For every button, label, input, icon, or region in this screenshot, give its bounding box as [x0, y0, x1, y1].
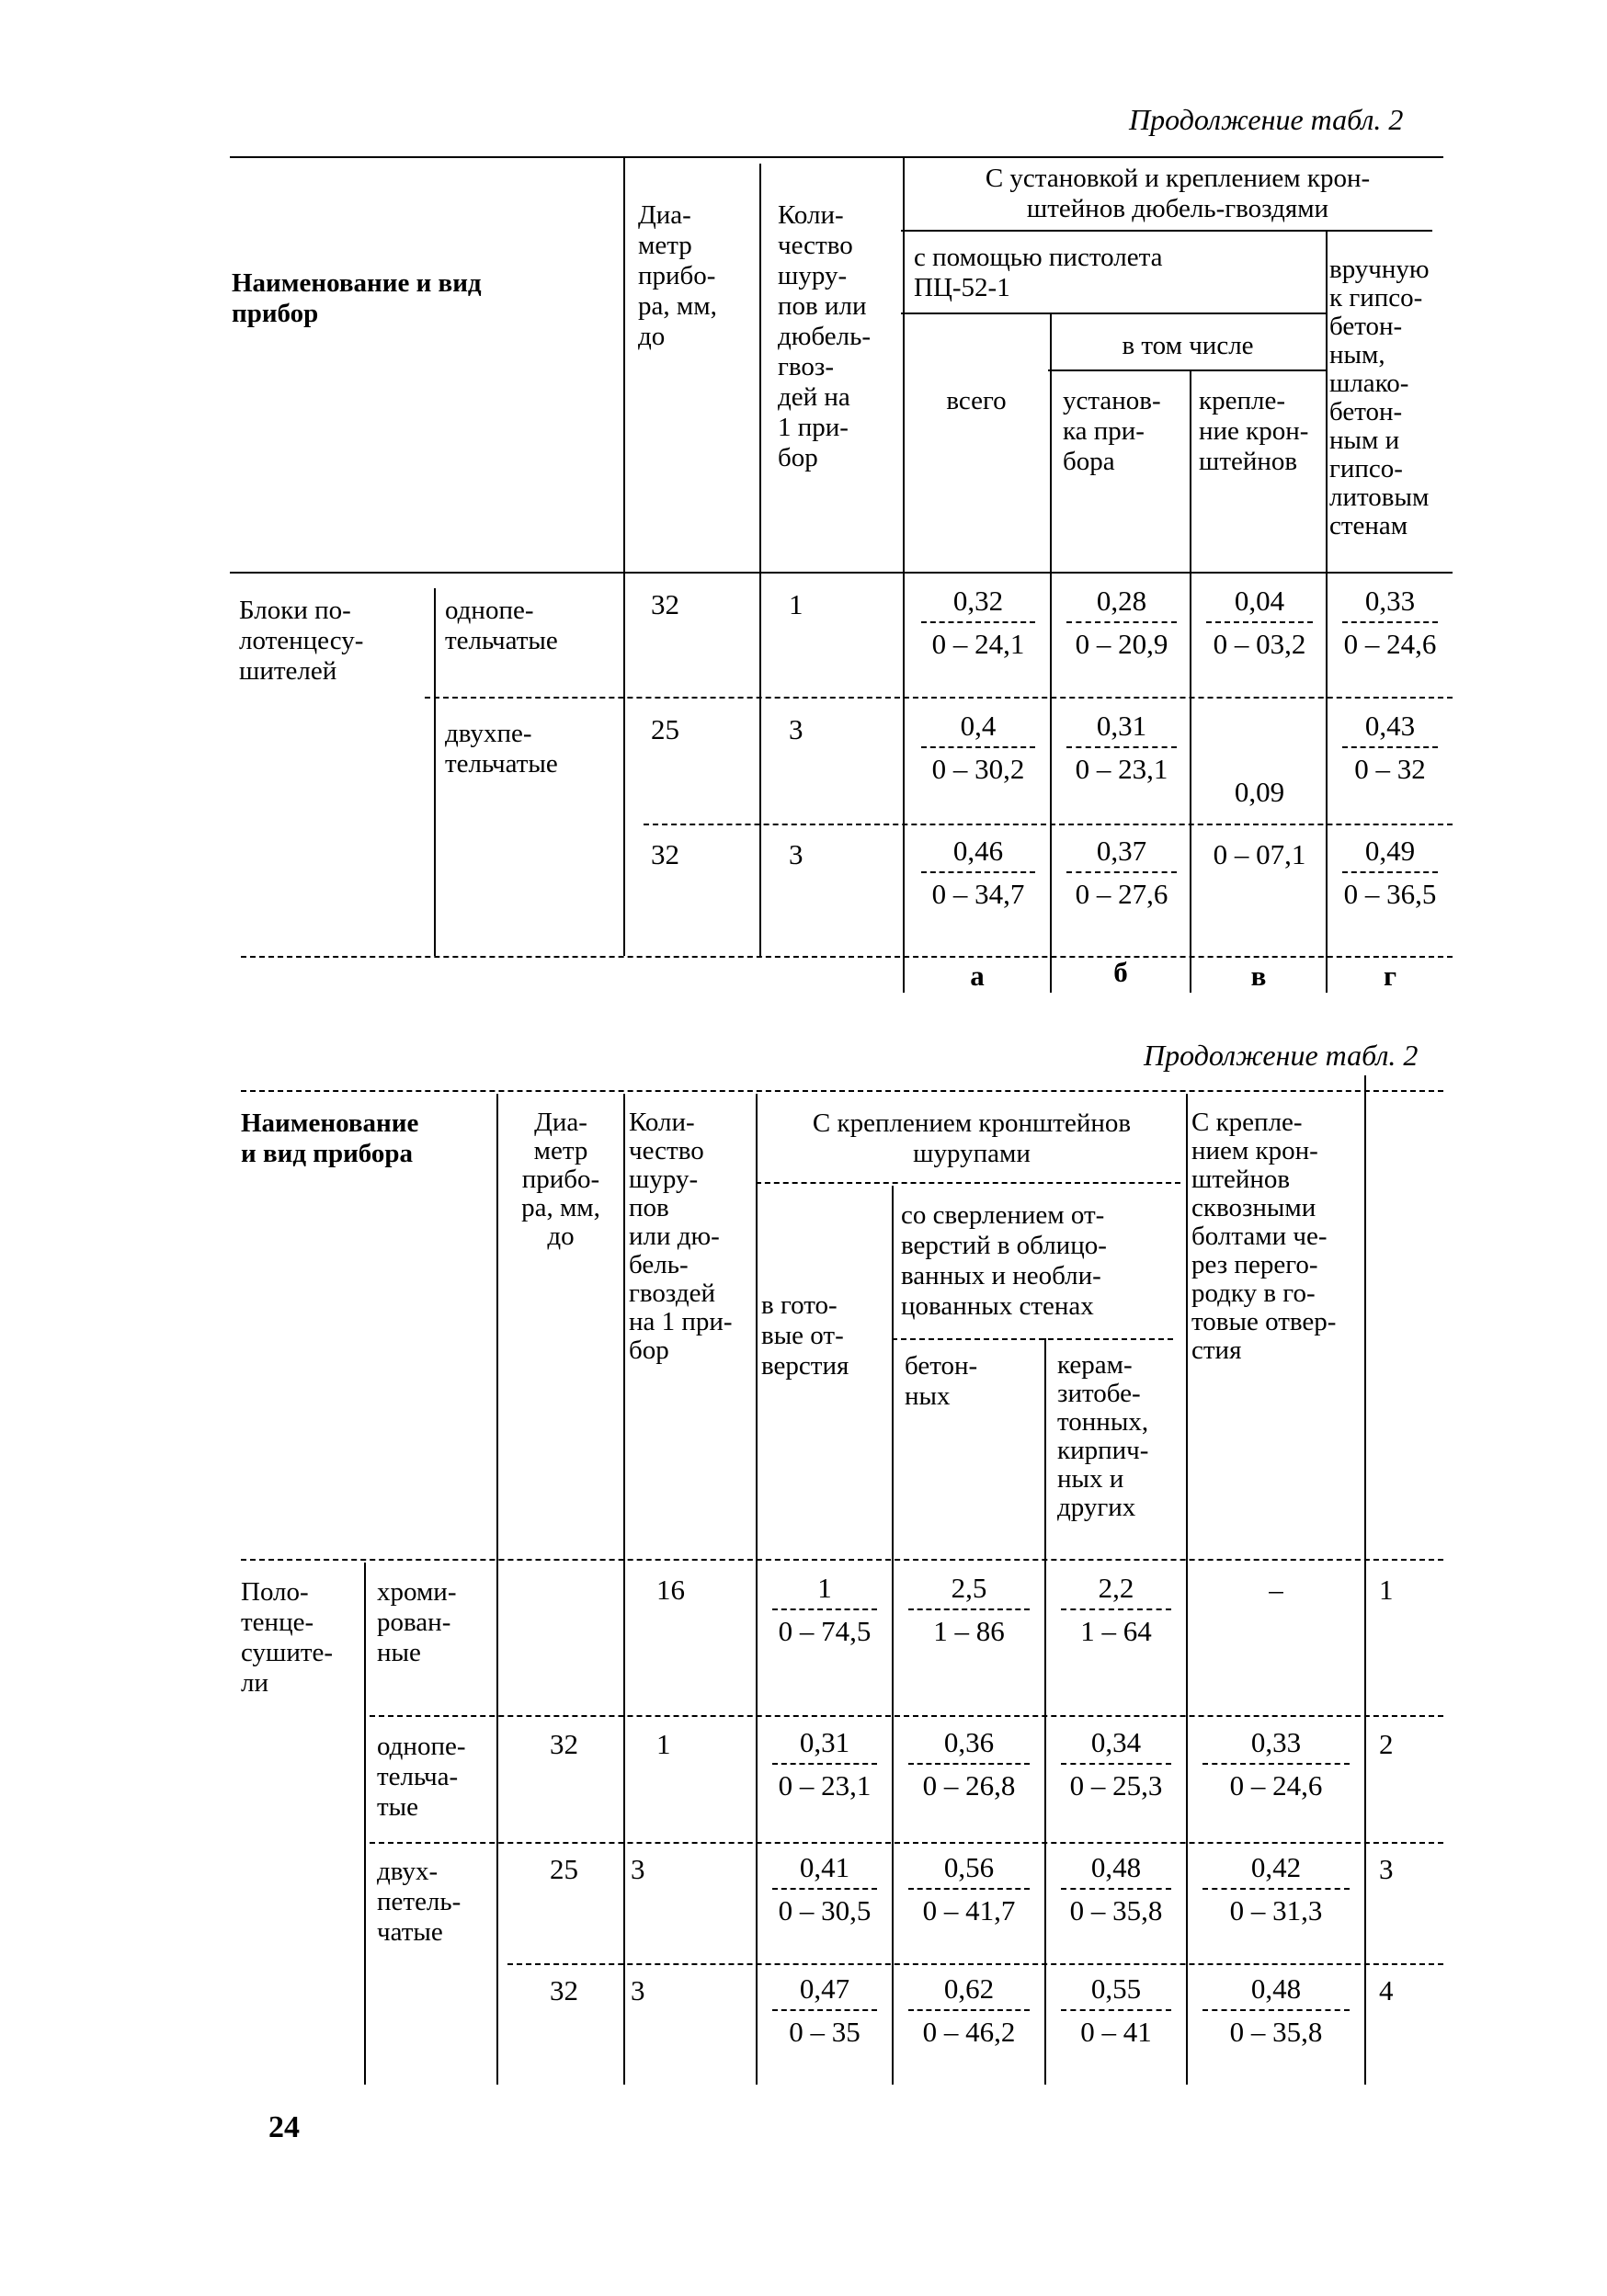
t1-row1-qty: 1 [789, 588, 804, 620]
t2-row-sep-1 [370, 1715, 1443, 1717]
t1-row2-sub: двухпе- тельчатые [445, 719, 558, 779]
t2-vline-sub [364, 1563, 366, 2085]
t1-header-bracket: крепле- ние крон- штейнов [1199, 386, 1309, 476]
t1-row3-diam: 32 [651, 838, 679, 870]
t1-shared-c-den: 0 – 07,1 [1213, 838, 1306, 870]
t1-row2-d: 0,43 0 – 32 [1329, 706, 1451, 790]
t1-header-rule [230, 572, 1453, 574]
t2-vline-3 [756, 1094, 758, 2085]
t2-row3-qty: 3 [631, 1853, 645, 1885]
table1-caption: Продолжение табл. 2 [1129, 103, 1404, 136]
t1-shared-c-num: 0,09 [1234, 776, 1285, 808]
t1-inthat-rule [1048, 369, 1326, 371]
t2-group-label: Поло- тенце- сушите- ли [241, 1577, 334, 1698]
t2-row4-idx: 4 [1379, 1974, 1394, 2006]
t1-row2-a: 0,4 0 – 30,2 [908, 706, 1048, 790]
t1-group-rule [901, 230, 1432, 232]
t1-vline-1 [623, 158, 625, 956]
t2-row1-b: 2,5 1 – 86 [895, 1568, 1043, 1653]
t2-row4-b: 0,62 0 – 46,2 [895, 1969, 1043, 2053]
t2-header-name: Наименование и вид прибора [241, 1108, 419, 1168]
t2-row2-c: 0,34 0 – 25,3 [1048, 1722, 1184, 1807]
t2-row1-qty: 16 [656, 1574, 685, 1606]
t1-group-label: Блоки по- лотенцесу- шителей [239, 596, 364, 686]
t2-vline-2 [623, 1094, 625, 2085]
t1-header-in-that: в том числе [1122, 331, 1254, 360]
t2-row3-a: 0,41 0 – 30,5 [759, 1847, 890, 1932]
t2-row3-b: 0,56 0 – 41,7 [895, 1847, 1043, 1932]
t1-header-group: С установкой и креплением крон- штейнов дюбель-гвоздями [985, 164, 1371, 223]
t1-row-sep-1 [425, 697, 1453, 699]
table2-caption: Продолжение табл. 2 [1144, 1039, 1419, 1072]
t1-row1-a: 0,32 0 – 24,1 [908, 581, 1048, 665]
t2-row4-d: 0,48 0 – 35,8 [1190, 1969, 1362, 2053]
t1-vline-sub [434, 588, 436, 956]
t1-row2-b: 0,31 0 – 23,1 [1054, 706, 1190, 790]
t1-col-letter-a: а [970, 960, 985, 992]
t2-header-quantity: Коли- чество шуру- пов или дю- бель- гвоздей на 1 при- бор [629, 1108, 733, 1365]
t2-vline-4 [892, 1186, 894, 2085]
t2-row2-d: 0,33 0 – 24,6 [1190, 1722, 1362, 1807]
t2-row1-d: – [1269, 1574, 1283, 1606]
t2-row2-idx: 2 [1379, 1728, 1394, 1760]
t1-row3-d: 0,49 0 – 36,5 [1343, 835, 1437, 910]
t1-col-letter-d: г [1383, 960, 1397, 992]
t2-header-drill: со сверлением от- верстий в облицо- ванных и необли- цованных стенах [901, 1200, 1107, 1321]
t1-row-sep-2 [644, 824, 1453, 825]
t1-header-name: Наименование и вид прибор [232, 268, 482, 328]
t2-row1-idx: 1 [1379, 1574, 1394, 1606]
t1-vline-4 [1050, 313, 1052, 993]
t1-vline-3 [903, 158, 905, 993]
t2-row1-sub: хроми- рован- ные [377, 1577, 457, 1667]
t2-row-sep-3 [507, 1963, 1443, 1965]
t2-vline-5 [1044, 1338, 1046, 2085]
t2-row-sep-2 [370, 1842, 1443, 1844]
t1-row3-qty: 3 [789, 838, 804, 870]
t2-vline-1 [496, 1094, 498, 2085]
t2-header-ready: в гото- вые от- верстия [761, 1290, 849, 1381]
t2-header-bolts: С крепле- нием крон- штейнов сквозными болтами че- рез перего- родку в го- товые отвер- стия [1191, 1108, 1337, 1365]
t1-row1-d: 0,33 0 – 24,6 [1343, 585, 1437, 660]
t1-pistol-rule [901, 313, 1326, 314]
t1-vline-6 [1326, 230, 1328, 993]
t2-header-diameter: Диа- метр прибо- ра, мм, до [521, 1108, 600, 1251]
t1-header-pistol: с помощью пистолета ПЦ-52-1 [914, 243, 1163, 302]
t2-header-concrete: бетон- ных [905, 1351, 978, 1411]
t1-row2-diam: 25 [651, 713, 679, 745]
t2-row3-d: 0,42 0 – 31,3 [1190, 1847, 1362, 1932]
t1-row3-a: 0,46 0 – 34,7 [908, 831, 1048, 915]
t1-header-install: установ- ка при- бора [1063, 386, 1161, 476]
t2-row1-c: 2,2 1 – 64 [1048, 1568, 1184, 1653]
t2-top-rule [241, 1090, 1443, 1092]
t2-row2-a: 0,31 0 – 23,1 [759, 1722, 890, 1807]
t1-row1-c: 0,04 0 – 03,2 [1193, 581, 1326, 665]
t2-row3-diam: 25 [550, 1853, 578, 1885]
t2-row4-a: 0,47 0 – 35 [759, 1969, 890, 2053]
t1-row1-sub: однопе- тельчатые [445, 596, 558, 655]
t2-header-rule [241, 1559, 1443, 1561]
t2-row2-sub: однопе- тельча- тые [377, 1732, 466, 1822]
t2-row2-b: 0,36 0 – 26,8 [895, 1722, 1043, 1807]
t2-row2-diam: 32 [550, 1728, 578, 1760]
t1-header-manual: вручную к гипсо- бетон- ным, шлако- бетон- ным и гипсо- литовым стенам [1329, 255, 1430, 540]
t1-col-letter-c: в [1250, 960, 1267, 992]
t1-row1-b: 0,28 0 – 20,9 [1054, 581, 1190, 665]
t2-row4-diam: 32 [550, 1974, 578, 2006]
t2-drill-rule [892, 1338, 1173, 1340]
t2-row2-qty: 1 [656, 1728, 671, 1760]
t2-row4-c: 0,55 0 – 41 [1048, 1969, 1184, 2053]
t1-row3-b: 0,37 0 – 27,6 [1054, 831, 1190, 915]
t2-row1-a: 1 0 – 74,5 [759, 1568, 890, 1653]
t1-bottom-rule [241, 956, 1453, 958]
t2-row3-idx: 3 [1379, 1853, 1394, 1885]
t1-row1-diam: 32 [651, 588, 679, 620]
t2-row3-c: 0,48 0 – 35,8 [1048, 1847, 1184, 1932]
t1-vline-5 [1190, 369, 1191, 993]
t2-row3-sub: двух- петель- чатые [377, 1857, 462, 1947]
t2-vline-6 [1186, 1094, 1188, 2085]
t2-header-ceramic: керам- зитобе- тонных, кирпич- ных и других [1057, 1350, 1149, 1522]
t1-row2-qty: 3 [789, 713, 804, 745]
t1-header-diameter: Диа- метр прибо- ра, мм, до [638, 200, 717, 351]
t2-vline-7 [1364, 1075, 1366, 2085]
t2-header-group: С креплением кронштейнов шурупами [812, 1108, 1132, 1168]
t1-col-letter-b: б [1113, 956, 1128, 988]
t1-top-rule [230, 156, 1443, 158]
t2-group-rule [756, 1182, 1180, 1184]
page-number: 24 [268, 2110, 300, 2144]
t1-header-total: всего [946, 386, 1007, 415]
t1-vline-2 [759, 164, 761, 956]
t1-header-quantity: Коли- чество шуру- пов или дюбель- гвоз- дей на 1 при- бор [778, 200, 872, 472]
t2-row4-qty: 3 [631, 1974, 645, 2006]
